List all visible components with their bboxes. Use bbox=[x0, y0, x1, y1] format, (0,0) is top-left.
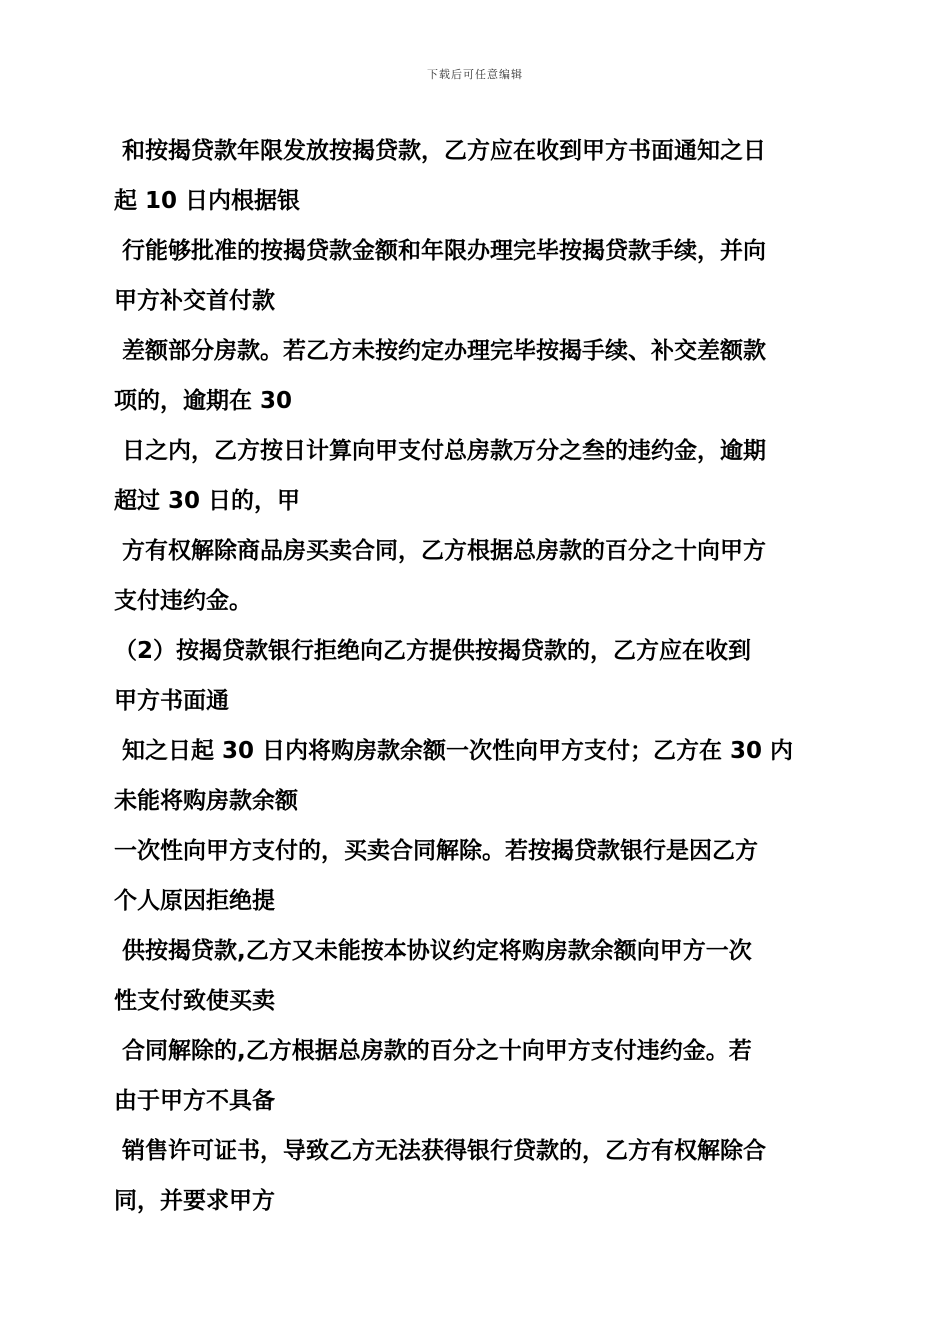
text-line: 项的，逾期在 30 bbox=[114, 388, 293, 414]
text-line: 甲方书面通 bbox=[114, 688, 229, 714]
text-line: 甲方补交首付款 bbox=[114, 288, 275, 314]
text-line: 供按揭贷款,乙方又未能按本协议约定将购房款余额向甲方一次 bbox=[114, 938, 752, 964]
text-line: 差额部分房款。若乙方未按约定办理完毕按揭手续、补交差额款 bbox=[114, 338, 767, 364]
text-line: 超过 30 日的，甲 bbox=[114, 488, 301, 514]
page-header: 下载后可任意编辑 bbox=[427, 68, 523, 81]
text-line: 性支付致使买卖 bbox=[114, 988, 275, 1014]
text-line: 一次性向甲方支付的，买卖合同解除。若按揭贷款银行是因乙方 bbox=[114, 838, 758, 864]
text-line: 由于甲方不具备 bbox=[114, 1088, 275, 1114]
text-line: 合同解除的,乙方根据总房款的百分之十向甲方支付违约金。若 bbox=[114, 1038, 752, 1064]
text-line: 同，并要求甲方 bbox=[114, 1188, 275, 1214]
text-line: 和按揭贷款年限发放按揭贷款，乙方应在收到甲方书面通知之日 bbox=[114, 138, 767, 164]
text-line: 个人原因拒绝提 bbox=[114, 888, 275, 914]
text-line: 知之日起 30 日内将购房款余额一次性向甲方支付；乙方在 30 内 bbox=[114, 738, 794, 764]
text-line: 日之内，乙方按日计算向甲支付总房款万分之叁的违约金，逾期 bbox=[114, 438, 767, 464]
document-body bbox=[114, 126, 854, 1226]
text-line: 支付违约金。 bbox=[114, 588, 252, 614]
text-line: 方有权解除商品房买卖合同，乙方根据总房款的百分之十向甲方 bbox=[114, 538, 767, 564]
text-line: （2）按揭贷款银行拒绝向乙方提供按揭贷款的，乙方应在收到 bbox=[114, 638, 752, 664]
text-line: 行能够批准的按揭贷款金额和年限办理完毕按揭贷款手续，并向 bbox=[114, 238, 767, 264]
text-line: 未能将购房款余额 bbox=[114, 788, 298, 814]
text-line: 销售许可证书，导致乙方无法获得银行贷款的，乙方有权解除合 bbox=[114, 1138, 767, 1164]
text-line: 起 10 日内根据银 bbox=[114, 188, 301, 214]
